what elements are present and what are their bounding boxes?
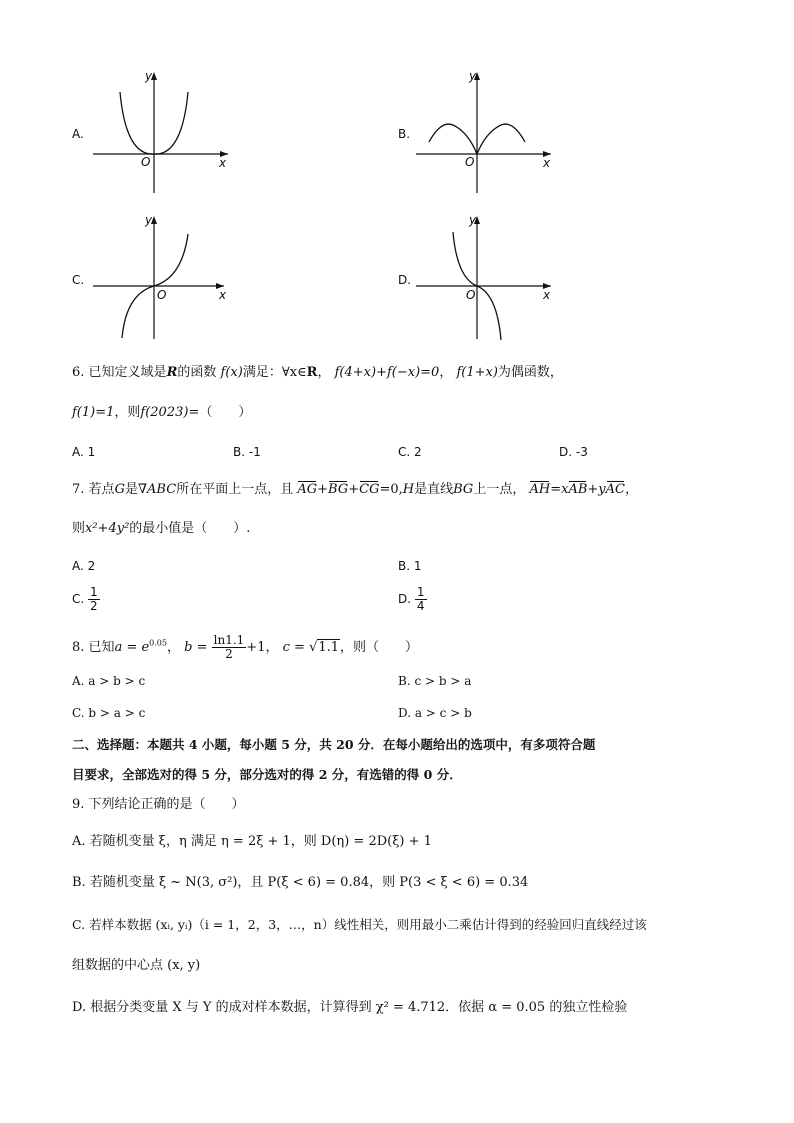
option-b-label[interactable]: B. xyxy=(398,127,411,141)
option-d-label[interactable]: D. xyxy=(398,273,412,287)
q8-choice-d[interactable]: D. a > c > b xyxy=(398,706,472,720)
q8-choice-c[interactable]: C. b > a > c xyxy=(72,706,146,720)
axis-x-label: x xyxy=(543,288,551,302)
axis-x-label: x xyxy=(543,156,551,170)
q7-choice-d[interactable]: D. $\frac{1}{4}$ xyxy=(398,585,425,613)
option-c-label[interactable]: C. xyxy=(72,273,85,287)
q9-option-b[interactable]: B. 若随机变量 ξ ~ N(3, σ²)，且 P(ξ < 6) = 0.84，则 P(3 < ξ < 6) = 0.34 xyxy=(72,875,529,890)
q9-option-c-line2: 组数据的中心点 (x, y) xyxy=(72,958,201,973)
q6-choice-d[interactable]: D. -3 xyxy=(559,445,588,459)
section-2-line1: 二、选择题：本题共 4 小题，每小题 5 分，共 20 分．在每小题给出的选项中，有多项符合题 xyxy=(72,737,596,752)
axis-y-label: y xyxy=(469,213,477,227)
q9-option-a[interactable]: A. 若随机变量 ξ，η 满足 η = 2ξ + 1，则 D(η) = 2D(ξ) + 1 xyxy=(72,834,432,849)
q7-stem: 7. 若点G是∇ABC所在平面上一点，且 AG+BG+CG=0,H是直线BG上一点， AH=xAB+yAC， xyxy=(72,482,638,497)
graph-a[interactable] xyxy=(90,70,240,200)
q8-stem: 8. 已知$a = e^{0.05}$， b = $\frac{\ln 1.1}{2}$ +1， c = √1.1，则（ ） xyxy=(72,633,419,661)
q6-choice-c[interactable]: C. 2 xyxy=(398,445,422,459)
origin-label: O xyxy=(466,288,476,302)
q6-stem: 6. 已知定义域是R的函数 f(x)满足：∀x∈R， f(4+x)+f(−x)=0， f(1+x)为偶函数， xyxy=(72,365,563,380)
q9-option-d[interactable]: D. 根据分类变量 X 与 Y 的成对样本数据，计算得到 χ² = 4.712．依据 α = 0.05 的独立性检验 xyxy=(72,1000,628,1015)
graph-c[interactable] xyxy=(90,214,240,344)
section-2-line2: 目要求，全部选对的得 5 分，部分选对的得 2 分，有选错的得 0 分． xyxy=(72,767,462,782)
axis-x-label: x xyxy=(219,156,227,170)
q7-line2: 则x²+4y²的最小值是（ ）. xyxy=(72,521,251,536)
graph-d[interactable] xyxy=(413,214,563,344)
option-a-label[interactable]: A. xyxy=(72,127,84,141)
q6-choice-b[interactable]: B. -1 xyxy=(233,445,261,459)
q8-choice-a[interactable]: A. a > b > c xyxy=(72,674,146,688)
fraction: $\frac{\ln 1.1}{2}$ xyxy=(213,633,245,661)
graph-b[interactable] xyxy=(413,70,563,200)
axis-y-label: y xyxy=(145,69,153,83)
origin-label: O xyxy=(157,288,167,302)
q9-option-c-line1[interactable]: C. 若样本数据 (xᵢ, yᵢ)（i = 1，2，3，…，n）线性相关，则用最小二乘估计得到的经验回归直线经过该 xyxy=(72,917,647,932)
axis-x-label: x xyxy=(219,288,227,302)
axis-y-label: y xyxy=(145,213,153,227)
q7-choice-a[interactable]: A. 2 xyxy=(72,559,96,573)
q8-choice-b[interactable]: B. c > b > a xyxy=(398,674,472,688)
origin-label: O xyxy=(141,155,151,169)
q7-choice-b[interactable]: B. 1 xyxy=(398,559,422,573)
q9-stem: 9. 下列结论正确的是（ ） xyxy=(72,797,245,812)
q6-choice-a[interactable]: A. 1 xyxy=(72,445,96,459)
fraction: $\frac{1}{2}$ xyxy=(90,585,98,613)
fraction: $\frac{1}{4}$ xyxy=(416,585,425,613)
axis-y-label: y xyxy=(469,69,477,83)
q6-line2: f(1)=1，则f(2023)=（ ） xyxy=(72,405,252,420)
origin-label: O xyxy=(465,155,475,169)
q7-choice-c[interactable]: C. $\frac{1}{2}$ xyxy=(72,585,98,613)
